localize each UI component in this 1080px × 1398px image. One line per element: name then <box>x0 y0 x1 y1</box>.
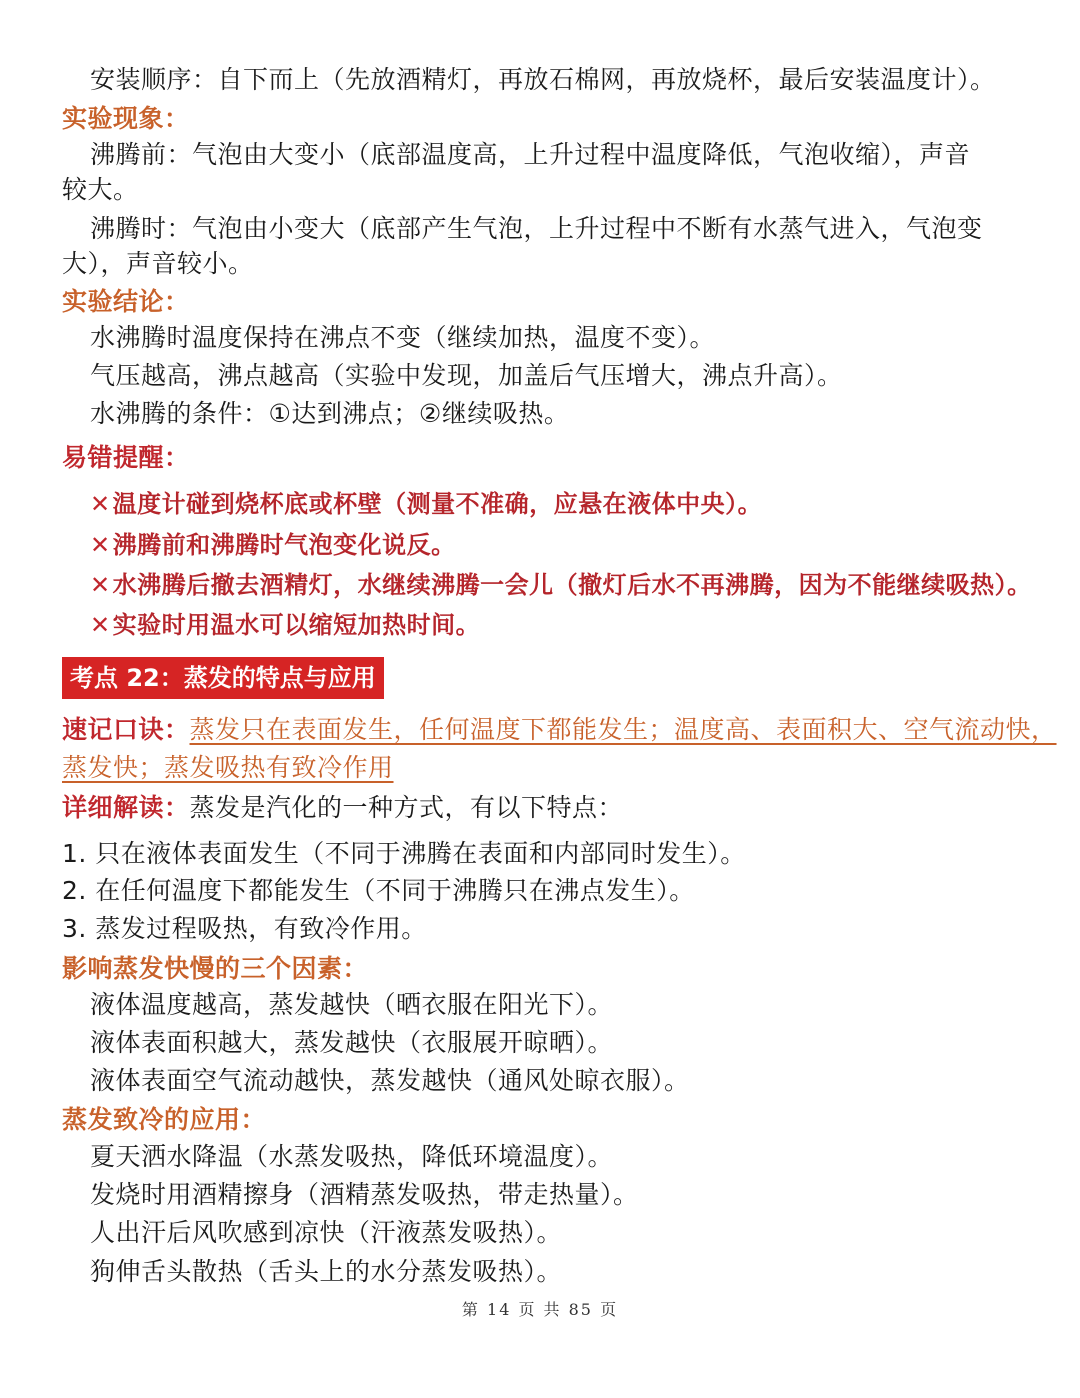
cross-icon: ✕ <box>90 490 111 518</box>
mnemonic-text-cont: 蒸发快；蒸发吸热有致冷作用 <box>62 753 394 782</box>
conclusion-heading: 实验结论： <box>62 287 190 316</box>
conclusion-1: 水沸腾时温度保持在沸点不变（继续加热，温度不变）。 <box>90 323 716 352</box>
cross-icon: ✕ <box>90 611 111 639</box>
mistake-text: 水沸腾后撤去酒精灯，水继续沸腾一会儿（撤灯后水不再沸腾，因为不能继续吸热）。 <box>112 571 1032 599</box>
mnemonic-label: 速记口诀： <box>62 715 190 744</box>
mistake-text: 实验时用温水可以缩短加热时间。 <box>112 611 481 639</box>
feature-3: 3. 蒸发过程吸热，有致冷作用。 <box>62 914 427 943</box>
before-boiling-text: 沸腾前：气泡由大变小（底部温度高，上升过程中温度降低，气泡收缩），声音 <box>90 140 971 169</box>
feature-1: 1. 只在液体表面发生（不同于沸腾在表面和内部同时发生）。 <box>62 839 746 868</box>
application-4: 狗伸舌头散热（舌头上的水分蒸发吸热）。 <box>90 1257 563 1286</box>
mnemonic-line <box>62 712 1057 748</box>
mistakes-heading: 易错提醒： <box>62 443 190 472</box>
applications-heading: 蒸发致冷的应用： <box>62 1105 267 1134</box>
factors-heading: 影响蒸发快慢的三个因素： <box>62 954 369 983</box>
detail-label: 详细解读： <box>62 793 190 822</box>
topic-badge: 考点 22：蒸发的特点与应用 <box>62 657 384 699</box>
detail-line <box>62 790 1022 826</box>
mistake-item-3 <box>90 567 1032 603</box>
application-2: 发烧时用酒精擦身（酒精蒸发吸热，带走热量）。 <box>90 1180 639 1209</box>
conclusion-2: 气压越高，沸点越高（实验中发现，加盖后气压增大，沸点升高）。 <box>90 361 843 390</box>
mistake-item-2 <box>90 527 1025 563</box>
mnemonic-text: 蒸发只在表面发生，任何温度下都能发生；温度高、表面积大、空气流动快， <box>189 715 1057 744</box>
page-number-footer: 第 14 页 共 85 页 <box>461 1300 619 1319</box>
factor-3: 液体表面空气流动越快，蒸发越快（通风处晾衣服）。 <box>90 1066 690 1095</box>
mistake-item-4 <box>90 607 1025 643</box>
detail-text: 蒸发是汽化的一种方式，有以下特点： <box>189 793 624 822</box>
factor-1: 液体温度越高，蒸发越快（晒衣服在阳光下）。 <box>90 990 614 1019</box>
mistake-item-1 <box>90 486 1025 522</box>
during-boiling-text-cont: 大），声音较小。 <box>62 249 254 278</box>
cross-icon: ✕ <box>90 571 111 599</box>
feature-2: 2. 在任何温度下都能发生（不同于沸腾只在沸点发生）。 <box>62 876 695 905</box>
mistake-text: 沸腾前和沸腾时气泡变化说反。 <box>112 531 456 559</box>
mistake-text: 温度计碰到烧杯底或杯壁（测量不准确，应悬在液体中央）。 <box>112 490 763 518</box>
conclusion-3: 水沸腾的条件：①达到沸点；②继续吸热。 <box>90 399 570 428</box>
phenomenon-heading: 实验现象： <box>62 104 190 133</box>
cross-icon: ✕ <box>90 531 111 559</box>
application-1: 夏天洒水降温（水蒸发吸热，降低环境温度）。 <box>90 1142 614 1171</box>
application-3: 人出汗后风吹感到凉快（汗液蒸发吸热）。 <box>90 1218 563 1247</box>
mnemonic-line-cont <box>62 750 1022 786</box>
install-order-text: 安装顺序：自下而上（先放酒精灯，再放石棉网，再放烧杯，最后安装温度计）。 <box>90 65 996 94</box>
during-boiling-text: 沸腾时：气泡由小变大（底部产生气泡，上升过程中不断有水蒸气进入，气泡变 <box>90 214 983 243</box>
before-boiling-text-cont: 较大。 <box>62 175 139 204</box>
factor-2: 液体表面积越大，蒸发越快（衣服展开晾晒）。 <box>90 1028 614 1057</box>
